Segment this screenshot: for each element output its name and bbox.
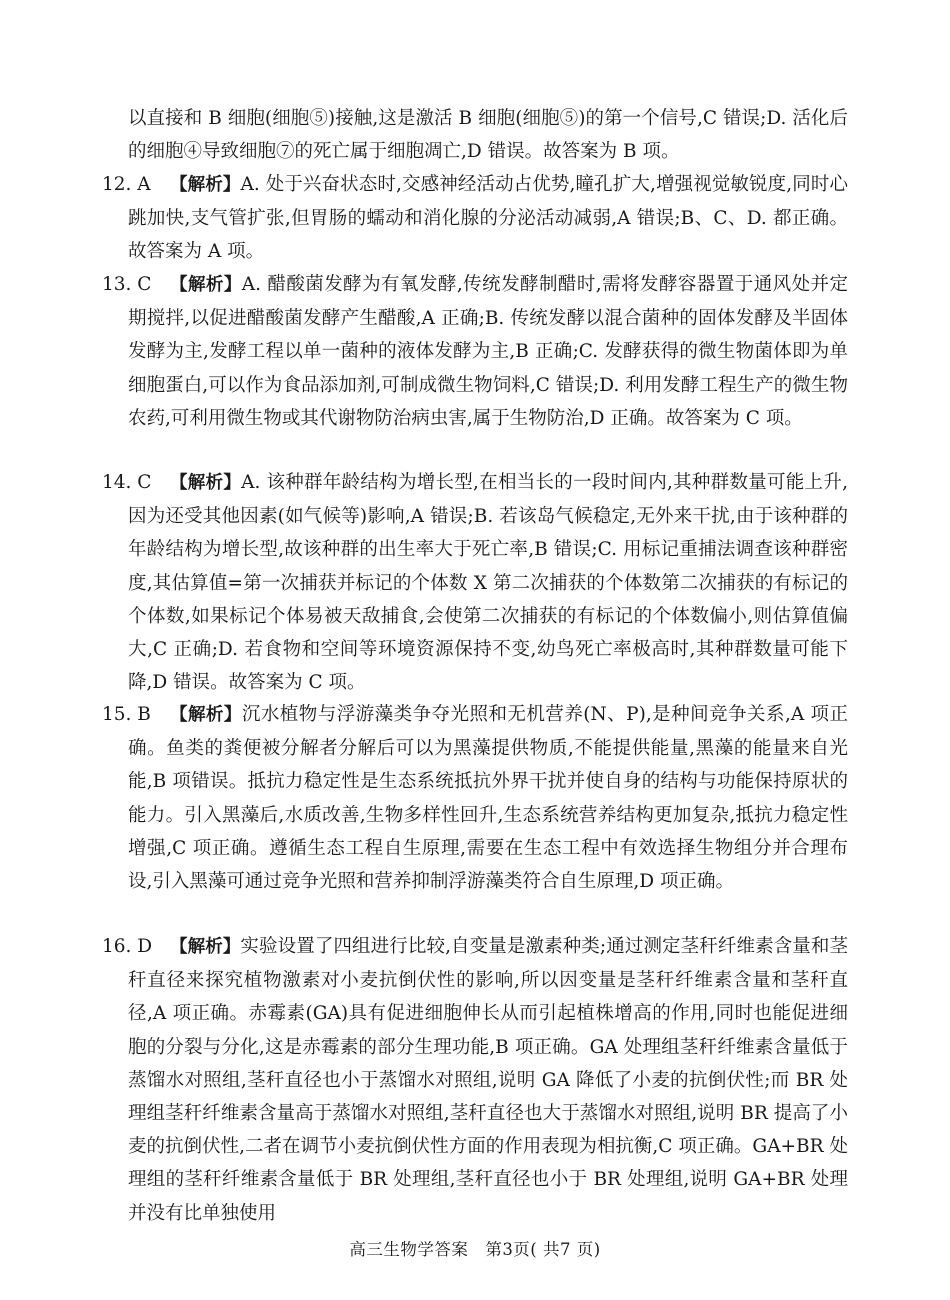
item-number: 12. A xyxy=(102,174,151,195)
item-body xyxy=(102,698,848,898)
item-text: A. 处于兴奋状态时,交感神经活动占优势,瞳孔扩大,增强视觉敏锐度,同时心跳加快,支气管扩张,但胃肠的蠕动和消化腺的分泌活动减弱,A 错误;B、C、D. 都正确。故答案为 A 项。 xyxy=(128,174,849,263)
item-text: 沉水植物与浮游藻类争夺光照和无机营养(N、P),是种间竞争关系,A 项正确。鱼类的粪便被分解者分解后可以为黑藻提供物质,不能提供能量,黑藻的能量来自光能,B 项错误。抵抗力稳定性是生态系统抵抗外界干扰并使自身的结构与功能保持原状的能力。引入黑藻后,水质改善,生物多样性回升,生态系统营养结构更加复杂,抵抗力稳定性增强,C 项正确。遵循生态工程自生原理,需要在生态工程中有效选择生物组分并合理布设,引入黑藻可通过竞争光照和营养抑制浮游藻类符合自生原理,D 项正确。 xyxy=(128,704,848,893)
item-text: A. 该种群年龄结构为增长型,在相当长的一段时间内,其种群数量可能上升,因为还受其他因素(如气候等)影响,A 错误;B. 若该岛气候稳定,无外来干扰,由于该种群的年龄结构为增长型,故该种群的出生率大于死亡率,B 错误;C. 用标记重捕法调查该种群密度,其估算值=第一次捕获并标记的个体数 X 第二次捕获的个体数第二次捕获的有标记的个体数,如果标记个体易被天敌捕食,会使第二次捕获的有标记的个体数偏小,则估算值偏大,C 正确;D. 若食物和空间等环境资源保持不变,幼鸟死亡率极高时,其种群数量可能下降,D 错误。故答案为 C 项。 xyxy=(128,472,848,694)
item-number: 16. D xyxy=(102,936,153,957)
item-body xyxy=(102,930,848,1230)
item-text: A. 醋酸菌发酵为有氧发酵,传统发酵制醋时,需将发酵容器置于通风处并定期搅拌,以促进醋酸菌发酵产生醋酸,A 正确;B. 传统发酵以混合菌种的固体发酵及半固体发酵为主,发酵工程以单一菌种的液体发酵为主,B 正确;C. 发酵获得的微生物菌体即为单细胞蛋白,可以作为食品添加剂,可制成微生物饲料,C 错误;D. 利用发酵工程生产的微生物农药,可利用微生物或其代谢物防治病虫害,属于生物防治,D 正确。故答案为 C 项。 xyxy=(128,274,849,429)
answer-item-15 xyxy=(102,698,848,898)
continuation-paragraph: 以直接和 B 细胞(细胞⑤)接触,这是激活 B 细胞(细胞⑤)的第一个信号,C 错误;D. 活化后的细胞④导致细胞⑦的死亡属于细胞凋亡,D 错误。故答案为 B 项。 xyxy=(128,108,848,163)
analysis-tag: 【解析】 xyxy=(170,275,242,295)
answer-item-12 xyxy=(102,168,848,269)
item-body xyxy=(102,168,848,269)
analysis-tag: 【解析】 xyxy=(170,175,241,195)
page-footer: 高三生物学答案 第3页( 共7 页) xyxy=(349,1240,601,1259)
item-number: 13. C xyxy=(102,274,152,295)
item-body xyxy=(102,268,848,435)
item-body xyxy=(102,466,848,699)
analysis-tag: 【解析】 xyxy=(170,937,241,957)
item-text: 实验设置了四组进行比较,自变量是激素种类;通过测定茎秆纤维素含量和茎秆直径来探究植物激素对小麦抗倒伏性的影响,所以因变量是茎秆纤维素含量和茎秆直径,A 项正确。赤霉素(GA)具有促进细胞伸长从而引起植株增高的作用,同时也能促进细胞的分裂与分化,这是赤霉素的部分生理功能,B 项正确。GA 处理组茎秆纤维素含量低于蒸馏水对照组,茎秆直径也小于蒸馏水对照组,说明 GA 降低了小麦的抗倒伏性;而 BR 处理组茎秆纤维素含量高于蒸馏水对照组,茎秆直径也大于蒸馏水对照组,说明 BR 提高了小麦的抗倒伏性,二者在调节小麦抗倒伏性方面的作用表现为相抗衡,C 项正确。GA+BR 处理组的茎秆纤维素含量低于 BR 处理组,茎秆直径也小于 BR 处理组,说明 GA+BR 处理并没有比单独使用 xyxy=(128,936,848,1224)
analysis-tag: 【解析】 xyxy=(170,705,242,725)
answer-item-16 xyxy=(102,930,848,1230)
analysis-tag: 【解析】 xyxy=(170,473,242,493)
item-number: 14. C xyxy=(102,472,152,493)
answer-item-13 xyxy=(102,268,848,435)
item-number: 15. B xyxy=(102,704,151,725)
answer-item-14 xyxy=(102,466,848,699)
